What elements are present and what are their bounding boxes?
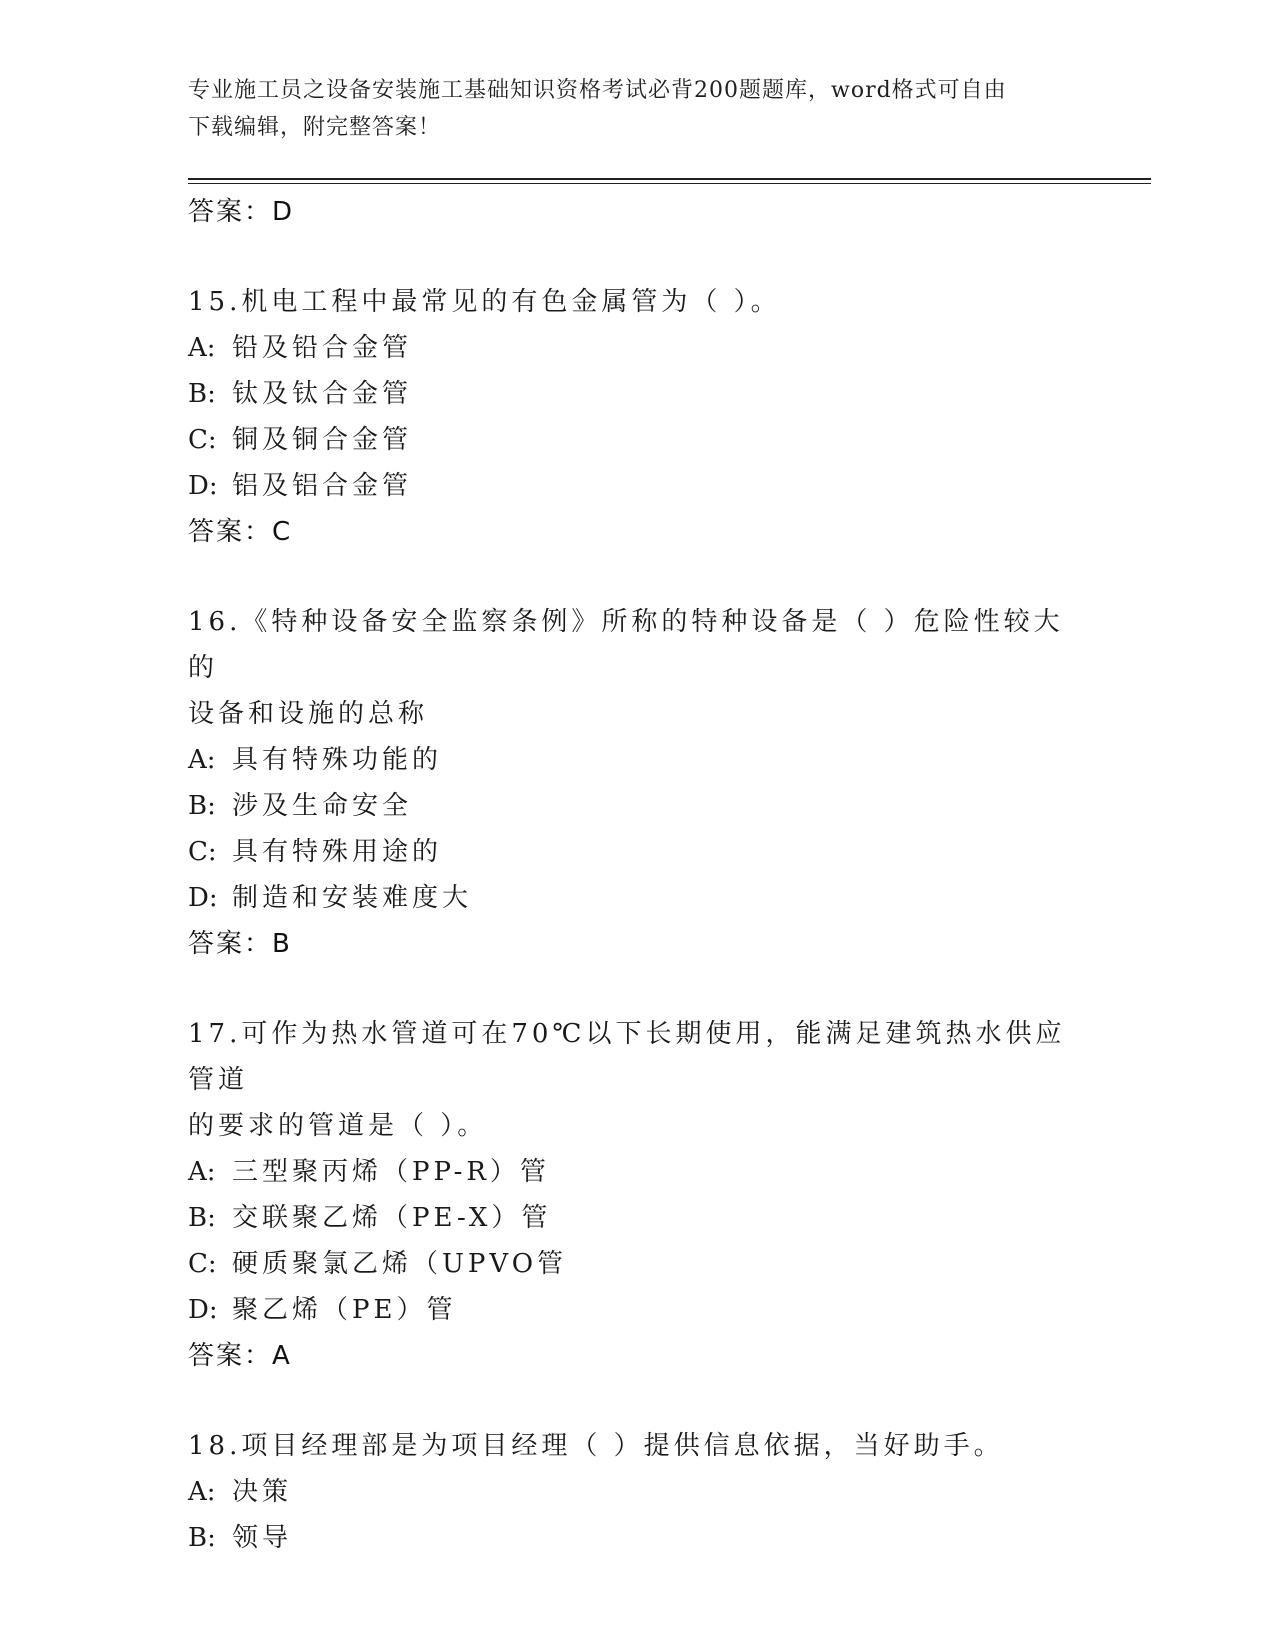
option-text: 铅及铅合金管 [232, 333, 413, 363]
document-header [188, 72, 1088, 146]
block-gap [188, 235, 1088, 279]
option-a [188, 1469, 1088, 1515]
question-text: 15.机电工程中最常见的有色金属管为（ ）。 [188, 287, 781, 317]
option-letter: A: [188, 1157, 216, 1187]
question-text: 17.可作为热水管道可在70℃以下长期使用，能满足建筑热水供应管道 [188, 1019, 1066, 1095]
option-letter: C: [188, 1249, 217, 1279]
option-letter: B: [188, 1523, 216, 1553]
option-text: 制造和安装难度大 [232, 883, 473, 913]
answer-line: 答案：B [188, 929, 292, 959]
option-letter: D: [188, 883, 218, 913]
option-text: 三型聚丙烯（PP-R）管 [232, 1157, 550, 1187]
option-letter: B: [188, 791, 216, 821]
option-b [188, 371, 1088, 417]
answer-line: 答案：A [188, 1341, 292, 1371]
option-text: 聚乙烯（PE）管 [232, 1295, 457, 1325]
option-text: 涉及生命安全 [232, 791, 413, 821]
option-c [188, 1241, 1088, 1287]
option-a [188, 1149, 1088, 1195]
question-block-18 [188, 1423, 1088, 1561]
block-gap [188, 555, 1088, 599]
option-letter: B: [188, 379, 216, 409]
option-letter: D: [188, 471, 218, 501]
option-b [188, 783, 1088, 829]
question-list [188, 189, 1088, 1561]
option-a [188, 737, 1088, 783]
question-block-16 [188, 599, 1088, 967]
answer-line: 答案：C [188, 517, 293, 547]
question-block-17 [188, 1011, 1088, 1379]
option-a [188, 325, 1088, 371]
option-d [188, 1287, 1088, 1333]
option-letter: C: [188, 837, 217, 867]
question-block-15 [188, 279, 1088, 555]
option-letter: D: [188, 1295, 218, 1325]
block-gap [188, 1379, 1088, 1423]
header-line-2: 下载编辑，附完整答案！ [188, 115, 442, 140]
question-text: 16.《特种设备安全监察条例》所称的特种设备是（ ）危险性较大的 [188, 607, 1064, 683]
option-b [188, 1195, 1088, 1241]
option-text: 具有特殊用途的 [232, 837, 443, 867]
block-gap [188, 967, 1088, 1011]
option-d [188, 875, 1088, 921]
option-d [188, 463, 1088, 509]
question-text: 18.项目经理部是为项目经理（ ）提供信息依据，当好助手。 [188, 1431, 1004, 1461]
option-letter: A: [188, 745, 216, 775]
option-c [188, 829, 1088, 875]
answer-line: 答案：D [188, 197, 295, 227]
option-letter: A: [188, 333, 216, 363]
option-letter: A: [188, 1477, 216, 1507]
option-text: 铝及铝合金管 [232, 471, 413, 501]
option-text: 具有特殊功能的 [232, 745, 443, 775]
option-text: 硬质聚氯乙烯（UPVO管 [232, 1249, 568, 1279]
option-letter: C: [188, 425, 217, 455]
option-letter: B: [188, 1203, 216, 1233]
option-text: 交联聚乙烯（PE-X）管 [232, 1203, 552, 1233]
question-text-continued: 设备和设施的总称 [188, 699, 429, 729]
option-text: 钛及钛合金管 [232, 379, 413, 409]
header-rule-thin [188, 183, 1151, 184]
header-rule-thick [188, 178, 1151, 180]
question-text-continued: 的要求的管道是（ ）。 [188, 1111, 488, 1141]
option-text: 铜及铜合金管 [232, 425, 413, 455]
option-text: 领导 [232, 1523, 293, 1553]
option-c [188, 417, 1088, 463]
option-text: 决策 [232, 1477, 293, 1507]
header-line-1: 专业施工员之设备安装施工基础知识资格考试必背200题题库，word格式可自由 [188, 78, 1007, 103]
option-b [188, 1515, 1088, 1561]
